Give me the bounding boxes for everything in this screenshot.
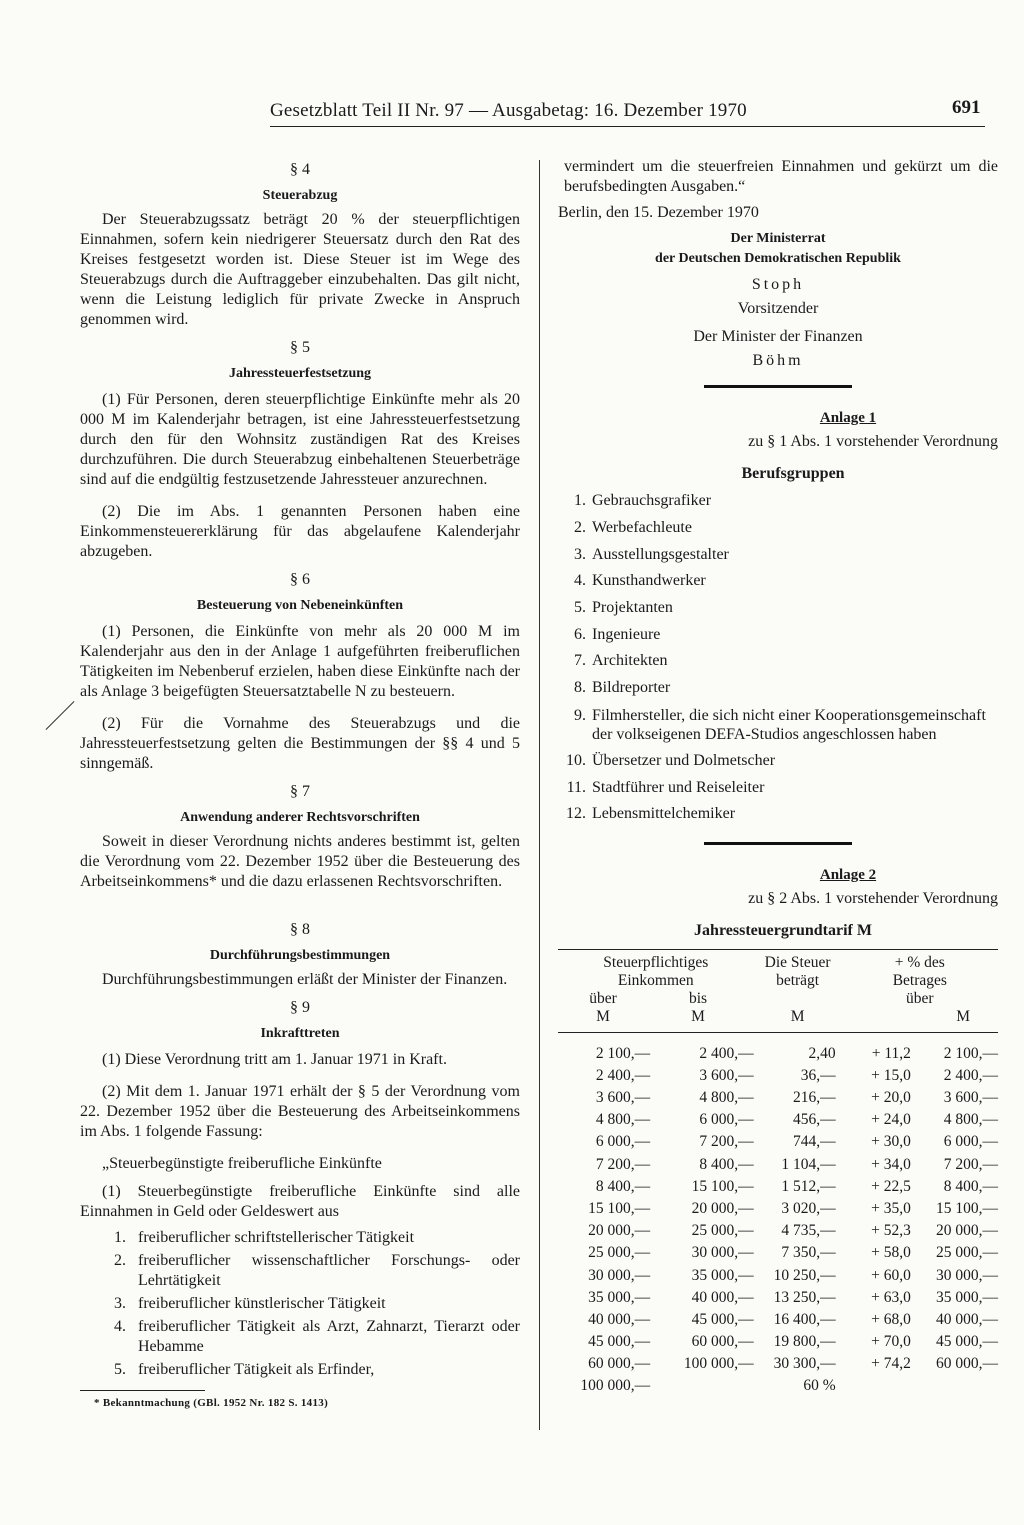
occupation-name: Filmhersteller, die sich nicht einer Kooperationsgemeinschaft der volkseigenen DEFA-Studios angeschlossen haben <box>592 706 986 743</box>
quoted-heading: „Steuerbegünstigte freiberufliche Einkünfte <box>102 1155 382 1172</box>
occupation-item <box>558 748 998 775</box>
cell-base-over: 2 100,— <box>943 1044 998 1062</box>
cell-income-to: 2 400,— <box>699 1044 754 1062</box>
cell-percent: + 58,0 <box>871 1244 911 1262</box>
section-number: § 5 <box>290 339 310 356</box>
right-column <box>558 157 998 1398</box>
cell-percent: + 11,2 <box>871 1044 911 1062</box>
cell-income-over: 4 800,— <box>595 1111 651 1129</box>
table-row <box>558 1375 998 1397</box>
table-row <box>558 1198 998 1220</box>
signature-role: Vorsitzender <box>737 300 819 317</box>
occupation-name: Werbefachleute <box>592 519 692 537</box>
paragraph: Der Steuerabzugssatz beträgt 20 % der steuerpflichtigen Einnahmen, sofern kein niedrigerer Steuersatz durch den Rat des Kreises festgesetzt worden ist. Diese Steuer ist im Wege des Steuerabzugs durch die Auftraggeber einzubehalten. Das gilt nicht, wenn die Leistung lediglich für private Zwecke in Anspruch genommen wird. <box>80 211 520 328</box>
section-number: § 8 <box>290 921 310 938</box>
list-item <box>114 1228 520 1248</box>
issuing-body: der Deutschen Demokratischen Republik <box>655 251 901 266</box>
cell-income-to: 7 200,— <box>699 1133 754 1151</box>
cell-income-to: 20 000,— <box>691 1199 754 1217</box>
cell-base-over: 40 000,— <box>936 1310 998 1328</box>
list-item-number: 2. <box>114 1252 126 1269</box>
cell-tax: 7 350,— <box>781 1244 836 1262</box>
occupation-name: Architekten <box>592 652 668 670</box>
cell-tax: 36,— <box>800 1066 836 1084</box>
table-row <box>558 1309 998 1331</box>
cell-percent: + 35,0 <box>871 1199 911 1217</box>
section-title: Besteuerung von Nebeneinkünften <box>196 598 404 613</box>
cell-income-to: 100 000,— <box>683 1355 754 1373</box>
section-number: § 4 <box>290 161 310 178</box>
occupation-item <box>558 488 998 515</box>
cell-income-over: 35 000,— <box>588 1288 651 1306</box>
table-row <box>558 1065 998 1087</box>
cell-tax: 3 020,— <box>781 1199 836 1217</box>
cell-income-over: 25 000,— <box>588 1244 651 1262</box>
unit-label: M <box>691 1007 705 1025</box>
cell-income-over: 100 000,— <box>580 1377 651 1395</box>
cell-tax: 4 735,— <box>781 1222 836 1240</box>
list-item <box>114 1317 520 1357</box>
cell-tax: 1 104,— <box>781 1155 836 1173</box>
cell-income-to: 30 000,— <box>691 1244 754 1262</box>
occupation-number: 4. <box>574 572 586 590</box>
occupation-item <box>558 515 998 542</box>
occupation-name: Stadtführer und Reiseleiter <box>592 778 765 796</box>
cell-income-over: 7 200,— <box>595 1155 651 1173</box>
list-item-number: 4. <box>114 1318 126 1335</box>
col-header-pct-over: über <box>906 989 934 1007</box>
cell-base-over: 60 000,— <box>936 1355 998 1373</box>
cell-income-over: 3 600,— <box>595 1089 651 1107</box>
cell-income-to: 60 000,— <box>691 1333 754 1351</box>
occupation-name: Bildreporter <box>592 679 671 697</box>
paragraph: (2) Die im Abs. 1 genannten Personen haben eine Einkommensteuererklärung für das abgelaufene Kalenderjahr abzugeben. <box>80 503 520 560</box>
cell-base-over <box>917 1375 998 1397</box>
occupation-item <box>558 706 998 744</box>
table-row <box>558 1043 998 1065</box>
cell-base-over: 35 000,— <box>936 1288 998 1306</box>
cell-income-to: 45 000,— <box>691 1310 754 1328</box>
cell-tax: 744,— <box>792 1133 836 1151</box>
paragraph: (1) Für Personen, deren steuerpflichtige Einkünfte mehr als 20 000 M im Kalenderjahr betragen, ist eine Jahressteuerfestsetzung durch den für den Wohnsitz zuständigen Rat des Kreises durchzuführen. Die durch Steuerabzug einbehaltenen Steuerbeträge sind auf die endgültig festzusetzende Jahressteuer anzurechnen. <box>80 391 520 488</box>
list-item-text: freiberuflicher Tätigkeit als Arzt, Zahnarzt, Tierarzt oder Hebamme <box>138 1318 520 1355</box>
table-title: Jahressteuergrundtarif M <box>694 921 872 939</box>
occupation-item <box>558 648 998 675</box>
section-number: § 6 <box>290 571 310 588</box>
cell-income-to: 40 000,— <box>691 1288 754 1306</box>
occupation-item <box>558 675 998 702</box>
tax-table <box>558 949 998 1398</box>
cell-base-over: 2 400,— <box>943 1066 998 1084</box>
list-item-number: 1. <box>114 1229 126 1246</box>
list-item-text: freiberuflicher Tätigkeit als Erfinder, <box>138 1361 375 1378</box>
cell-percent: + 30,0 <box>871 1133 911 1151</box>
list-item-number: 3. <box>114 1295 126 1312</box>
cell-income-to: 4 800,— <box>699 1089 754 1107</box>
list-title: Berufsgruppen <box>741 465 845 482</box>
unit-label: M <box>596 1007 610 1025</box>
cell-percent: + 24,0 <box>871 1111 911 1129</box>
cell-income-to: 3 600,— <box>699 1066 754 1084</box>
table-row <box>558 1242 998 1264</box>
col-header-tax: Die Steuer beträgt M <box>754 949 842 1032</box>
occupation-name: Kunsthandwerker <box>592 572 706 590</box>
col-header-percent: + % des Betrages über M <box>842 949 998 1032</box>
margin-mark <box>46 701 75 730</box>
list-item-text: freiberuflicher künstlerischer Tätigkeit <box>138 1295 386 1312</box>
annex-title: Anlage 1 <box>819 410 877 426</box>
col-header-income: Steuerpflichtiges Einkommen über M bis M <box>558 949 754 1032</box>
cell-income-to: 8 400,— <box>699 1155 754 1173</box>
cell-income-to: 15 100,— <box>691 1177 754 1195</box>
cell-percent: + 20,0 <box>871 1089 911 1107</box>
table-row <box>558 1154 998 1176</box>
footnote-rule <box>80 1390 205 1391</box>
occupation-item <box>558 774 998 801</box>
cell-income-to: 6 000,— <box>699 1111 754 1129</box>
cell-percent: + 52,3 <box>871 1222 911 1240</box>
cell-base-over: 45 000,— <box>936 1333 998 1351</box>
cell-income-over: 30 000,— <box>588 1266 651 1284</box>
list-item <box>114 1360 520 1380</box>
section-number: § 9 <box>290 999 310 1016</box>
paragraph: Soweit in dieser Verordnung nichts anderes bestimmt ist, gelten die Verordnung vom 22. Dezember 1952 über die Besteuerung des Arbeitseinkommens* und die dazu erlassenen Rechtsvorschriften. <box>80 833 520 890</box>
cell-income-over: 60 000,— <box>588 1355 651 1373</box>
cell-tax: 16 400,— <box>773 1310 836 1328</box>
signing-date: Berlin, den 15. Dezember 1970 <box>558 204 759 221</box>
list-item-text: freiberuflicher schriftstellerischer Tätigkeit <box>138 1229 415 1246</box>
paragraph: (1) Steuerbegünstigte freiberufliche Einkünfte sind alle Einnahmen in Geld oder Geldeswert aus <box>80 1183 520 1220</box>
occupation-number: 10. <box>566 751 586 769</box>
cell-income-over: 6 000,— <box>595 1133 651 1151</box>
cell-income-to <box>650 1375 753 1397</box>
annex-reference: zu § 2 Abs. 1 vorstehender Verordnung <box>748 889 998 907</box>
occupation-number: 1. <box>574 492 586 510</box>
section-title: Steuerabzug <box>262 188 338 203</box>
paragraph: (1) Personen, die Einkünfte von mehr als 20 000 M im Kalenderjahr aus den in der Anlage 1 aufgeführten freiberuflichen Tätigkeiten im Nebenberuf erzielen, haben diese Einkünfte nach der als Anlage 3 beigefügten Steuersatztabelle N zu besteuern. <box>80 623 520 700</box>
section-number: § 7 <box>290 783 310 800</box>
unit-label: M <box>790 1007 805 1025</box>
occupation-item <box>558 541 998 568</box>
cell-base-over: 6 000,— <box>943 1133 998 1151</box>
table-row <box>558 1109 998 1131</box>
cell-income-over: 2 400,— <box>595 1066 651 1084</box>
occupation-number: 9. <box>574 706 586 724</box>
occupation-name: Projektanten <box>592 599 673 617</box>
list-item <box>114 1294 520 1314</box>
column-separator <box>539 160 540 1430</box>
cell-percent: + 22,5 <box>871 1177 911 1195</box>
cell-tax: 10 250,— <box>773 1266 836 1284</box>
cell-income-over: 15 100,— <box>588 1199 651 1217</box>
occupation-number: 6. <box>574 625 586 643</box>
page-header <box>270 97 990 128</box>
paragraph: (2) Mit dem 1. Januar 1971 erhält der § 5 der Verordnung vom 22. Dezember 1952 über die Besteuerung des Arbeitseinkommens im Abs. 1 folgende Fassung: <box>80 1083 520 1140</box>
cell-income-over: 2 100,— <box>595 1044 651 1062</box>
cell-tax: 13 250,— <box>773 1288 836 1306</box>
left-column <box>80 160 520 1413</box>
cell-tax: 1 512,— <box>781 1177 836 1195</box>
cell-tax: 216,— <box>792 1089 836 1107</box>
table-row <box>558 1131 998 1153</box>
cell-percent: + 70,0 <box>871 1333 911 1351</box>
occupation-number: 8. <box>574 679 586 697</box>
cell-income-to: 35 000,— <box>691 1266 754 1284</box>
cell-income-over: 8 400,— <box>595 1177 651 1195</box>
cell-percent: + 60,0 <box>871 1266 911 1284</box>
occupation-name: Gebrauchsgrafiker <box>592 492 712 510</box>
table-row <box>558 1264 998 1286</box>
cell-percent: + 63,0 <box>871 1288 911 1306</box>
signature-name: Böhm <box>752 352 804 369</box>
table-row <box>558 1220 998 1242</box>
cell-base-over: 25 000,— <box>936 1244 998 1262</box>
table-spacer <box>558 1032 998 1043</box>
table-body <box>558 1032 998 1398</box>
section-title: Anwendung anderer Rechtsvorschriften <box>180 810 420 825</box>
occupation-item <box>558 568 998 595</box>
occupation-name: Ingenieure <box>592 625 661 643</box>
cell-base-over: 30 000,— <box>936 1266 998 1284</box>
occupation-name: Lebensmittelchemiker <box>592 805 736 823</box>
occupation-number: 11. <box>566 778 586 796</box>
occupation-list <box>558 488 998 828</box>
table-row <box>558 1176 998 1198</box>
occupation-name: Übersetzer und Dolmetscher <box>592 751 776 769</box>
table-row <box>558 1287 998 1309</box>
cell-percent: + 34,0 <box>871 1155 911 1173</box>
cell-percent: + 15,0 <box>871 1066 911 1084</box>
cell-tax: 456,— <box>792 1111 836 1129</box>
gazette-title: Gesetzblatt Teil II Nr. 97 — Ausgabetag: 16. Dezember 1970 <box>270 100 747 121</box>
unit-label: M <box>956 1007 970 1025</box>
cell-base-over: 15 100,— <box>936 1199 998 1217</box>
occupation-item <box>558 595 998 622</box>
cell-base-over: 20 000,— <box>936 1222 998 1240</box>
cell-tax: 60 % <box>803 1377 836 1395</box>
cell-income-to: 25 000,— <box>691 1222 754 1240</box>
table-row <box>558 1353 998 1375</box>
table-header-row <box>558 949 998 1032</box>
occupation-name: Ausstellungsgestalter <box>592 545 729 563</box>
list-item <box>114 1251 520 1291</box>
cell-tax: 30 300,— <box>773 1355 836 1373</box>
cell-income-over: 20 000,— <box>588 1222 651 1240</box>
signature-role: Der Minister der Finanzen <box>693 328 863 345</box>
occupation-number: 5. <box>574 599 586 617</box>
paragraph: Durchführungsbestimmungen erläßt der Minister der Finanzen. <box>102 971 508 988</box>
section-title: Durchführungsbestimmungen <box>209 948 391 963</box>
cell-tax: 19 800,— <box>773 1333 836 1351</box>
occupation-number: 7. <box>574 652 586 670</box>
paragraph-continuation: vermindert um die steuerfreien Einnahmen und gekürzt um die berufsbedingten Ausgaben.“ <box>564 158 998 195</box>
occupation-item <box>558 621 998 648</box>
cell-base-over: 8 400,— <box>943 1177 998 1195</box>
cell-percent: + 74,2 <box>871 1355 911 1373</box>
occupation-number: 12. <box>566 805 586 823</box>
cell-tax: 2,40 <box>808 1044 836 1062</box>
footnote: * Bekanntmachung (GBl. 1952 Nr. 182 S. 1413) <box>94 1397 329 1409</box>
page-number: 691 <box>952 97 981 118</box>
occupation-item <box>558 801 998 828</box>
issuing-body: Der Ministerrat <box>730 231 826 246</box>
cell-base-over: 7 200,— <box>943 1155 998 1173</box>
cell-base-over: 3 600,— <box>943 1089 998 1107</box>
enumerated-list <box>80 1228 520 1380</box>
list-item-text: freiberuflicher wissenschaftlicher Forschungs- oder Lehrtätigkeit <box>138 1252 520 1289</box>
annex-title: Anlage 2 <box>819 866 877 883</box>
cell-percent <box>842 1375 917 1397</box>
cell-percent: + 68,0 <box>871 1310 911 1328</box>
col-header-over: über <box>589 989 617 1007</box>
cell-base-over: 4 800,— <box>943 1111 998 1129</box>
col-header-to: bis <box>688 989 708 1007</box>
paragraph: (1) Diese Verordnung tritt am 1. Januar 1971 in Kraft. <box>102 1051 447 1068</box>
cell-income-over: 45 000,— <box>588 1333 651 1351</box>
table-row <box>558 1331 998 1353</box>
annex-reference: zu § 1 Abs. 1 vorstehender Verordnung <box>748 433 998 450</box>
occupation-number: 2. <box>574 519 586 537</box>
cell-income-over: 40 000,— <box>588 1310 651 1328</box>
list-item-number: 5. <box>114 1361 126 1378</box>
paragraph: (2) Für die Vornahme des Steuerabzugs und die Jahressteuerfestsetzung gelten die Bestimmungen der §§ 4 und 5 sinngemäß. <box>80 715 520 772</box>
table-row <box>558 1087 998 1109</box>
section-title: Inkrafttreten <box>260 1026 340 1041</box>
occupation-number: 3. <box>574 545 586 563</box>
header-rule <box>270 126 985 127</box>
section-title: Jahressteuerfestsetzung <box>228 366 372 381</box>
signature-name: Stoph <box>751 276 805 293</box>
